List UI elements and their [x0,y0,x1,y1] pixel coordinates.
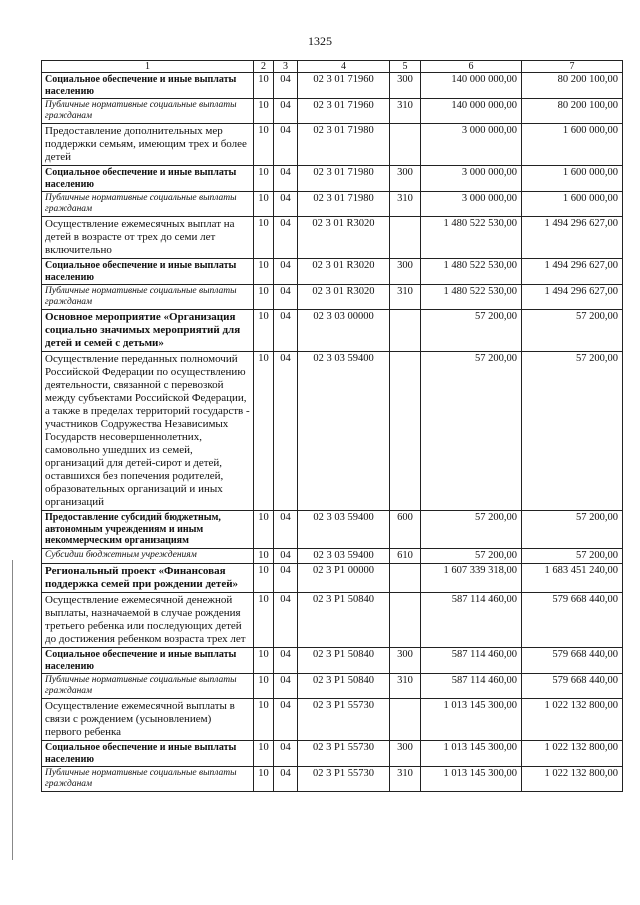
amount-year2-cell: 1 022 132 800,00 [522,741,623,767]
amount-year1-cell: 587 114 460,00 [421,593,522,648]
target-article-cell: 02 3 03 59400 [298,548,390,564]
amount-year2-cell: 1 494 296 627,00 [522,285,623,310]
expense-type-cell: 310 [390,767,421,792]
expense-type-cell: 610 [390,548,421,564]
section-code-cell: 10 [254,217,274,259]
subsection-code-cell: 04 [274,99,298,124]
table-row [42,310,623,352]
amount-year2-cell: 1 494 296 627,00 [522,217,623,259]
section-code-cell: 10 [254,310,274,352]
table-row [42,192,623,217]
subsection-code-cell: 04 [274,285,298,310]
subsection-code-cell: 04 [274,352,298,511]
subsection-code-cell: 04 [274,593,298,648]
target-article-cell: 02 3 01 R3020 [298,259,390,285]
amount-year2-cell: 579 668 440,00 [522,674,623,699]
amount-year2-cell: 1 600 000,00 [522,124,623,166]
table-row [42,767,623,792]
section-code-cell: 10 [254,564,274,593]
section-code-cell: 10 [254,99,274,124]
row-name-cell: Предоставление субсидий бюджетным, автономным учреждениям и иным некоммерческим организациям [42,511,254,549]
expense-type-cell [390,352,421,511]
amount-year1-cell: 57 200,00 [421,548,522,564]
expense-type-cell [390,217,421,259]
amount-year2-cell: 1 683 451 240,00 [522,564,623,593]
table-row [42,741,623,767]
expense-type-cell: 300 [390,741,421,767]
expense-type-cell: 310 [390,99,421,124]
amount-year2-cell: 1 600 000,00 [522,166,623,192]
amount-year2-cell: 57 200,00 [522,511,623,549]
target-article-cell: 02 3 P1 50840 [298,674,390,699]
expense-type-cell [390,124,421,166]
amount-year2-cell: 1 022 132 800,00 [522,699,623,741]
amount-year1-cell: 140 000 000,00 [421,99,522,124]
row-name-cell: Социальное обеспечение и иные выплаты населению [42,741,254,767]
expense-type-cell: 300 [390,648,421,674]
amount-year1-cell: 57 200,00 [421,511,522,549]
target-article-cell: 02 3 03 59400 [298,352,390,511]
amount-year2-cell: 1 600 000,00 [522,192,623,217]
section-code-cell: 10 [254,741,274,767]
subsection-code-cell: 04 [274,310,298,352]
row-name-cell: Региональный проект «Финансовая поддержка семей при рождении детей» [42,564,254,593]
table-row [42,166,623,192]
section-code-cell: 10 [254,192,274,217]
subsection-code-cell: 04 [274,166,298,192]
section-code-cell: 10 [254,73,274,99]
target-article-cell: 02 3 P1 55730 [298,767,390,792]
amount-year1-cell: 1 607 339 318,00 [421,564,522,593]
column-header: 4 [298,61,390,73]
expense-type-cell: 300 [390,166,421,192]
section-code-cell: 10 [254,767,274,792]
amount-year2-cell: 1 494 296 627,00 [522,259,623,285]
target-article-cell: 02 3 03 59400 [298,511,390,549]
budget-table [41,60,623,792]
table-row [42,352,623,511]
target-article-cell: 02 3 01 71960 [298,73,390,99]
target-article-cell: 02 3 P1 00000 [298,564,390,593]
table-row [42,593,623,648]
expense-type-cell: 300 [390,259,421,285]
target-article-cell: 02 3 01 71980 [298,124,390,166]
subsection-code-cell: 04 [274,564,298,593]
section-code-cell: 10 [254,124,274,166]
row-name-cell: Осуществление ежемесячной выплаты в связи с рождением (усыновлением) первого ребенка [42,699,254,741]
row-name-cell: Предоставление дополнительных мер поддержки семьям, имеющим трех и более детей [42,124,254,166]
expense-type-cell [390,310,421,352]
scan-margin-line [12,560,13,860]
amount-year1-cell: 587 114 460,00 [421,674,522,699]
column-header: 5 [390,61,421,73]
row-name-cell: Социальное обеспечение и иные выплаты населению [42,648,254,674]
table-row [42,548,623,564]
column-header: 6 [421,61,522,73]
row-name-cell: Публичные нормативные социальные выплаты гражданам [42,674,254,699]
expense-type-cell: 310 [390,192,421,217]
page-number: 1325 [308,34,332,48]
section-code-cell: 10 [254,593,274,648]
amount-year2-cell: 57 200,00 [522,352,623,511]
subsection-code-cell: 04 [274,511,298,549]
expense-type-cell: 600 [390,511,421,549]
amount-year1-cell: 1 480 522 530,00 [421,285,522,310]
expense-type-cell [390,564,421,593]
amount-year1-cell: 1 480 522 530,00 [421,259,522,285]
expense-type-cell [390,593,421,648]
table-row [42,511,623,549]
row-name-cell: Социальное обеспечение и иные выплаты населению [42,166,254,192]
table-row [42,648,623,674]
column-number-row [42,61,623,73]
table-row [42,699,623,741]
section-code-cell: 10 [254,166,274,192]
section-code-cell: 10 [254,285,274,310]
target-article-cell: 02 3 P1 50840 [298,593,390,648]
subsection-code-cell: 04 [274,699,298,741]
section-code-cell: 10 [254,674,274,699]
target-article-cell: 02 3 01 R3020 [298,285,390,310]
section-code-cell: 10 [254,511,274,549]
amount-year2-cell: 80 200 100,00 [522,73,623,99]
subsection-code-cell: 04 [274,124,298,166]
section-code-cell: 10 [254,352,274,511]
amount-year1-cell: 1 013 145 300,00 [421,741,522,767]
expense-type-cell: 310 [390,285,421,310]
section-code-cell: 10 [254,648,274,674]
amount-year1-cell: 3 000 000,00 [421,192,522,217]
table-row [42,99,623,124]
table-body [42,73,623,792]
target-article-cell: 02 3 03 00000 [298,310,390,352]
expense-type-cell: 310 [390,674,421,699]
column-header: 7 [522,61,623,73]
target-article-cell: 02 3 P1 55730 [298,699,390,741]
target-article-cell: 02 3 P1 50840 [298,648,390,674]
amount-year2-cell: 57 200,00 [522,310,623,352]
row-name-cell: Основное мероприятие «Организация социально значимых мероприятий для детей и семей с детьми» [42,310,254,352]
subsection-code-cell: 04 [274,648,298,674]
amount-year2-cell: 57 200,00 [522,548,623,564]
table-row [42,217,623,259]
row-name-cell: Публичные нормативные социальные выплаты гражданам [42,285,254,310]
target-article-cell: 02 3 P1 55730 [298,741,390,767]
subsection-code-cell: 04 [274,741,298,767]
section-code-cell: 10 [254,548,274,564]
column-header: 1 [42,61,254,73]
column-header: 2 [254,61,274,73]
subsection-code-cell: 04 [274,259,298,285]
target-article-cell: 02 3 01 R3020 [298,217,390,259]
subsection-code-cell: 04 [274,767,298,792]
table-row [42,73,623,99]
subsection-code-cell: 04 [274,192,298,217]
expense-type-cell: 300 [390,73,421,99]
subsection-code-cell: 04 [274,73,298,99]
amount-year1-cell: 57 200,00 [421,310,522,352]
amount-year1-cell: 1 480 522 530,00 [421,217,522,259]
target-article-cell: 02 3 01 71980 [298,166,390,192]
row-name-cell: Социальное обеспечение и иные выплаты населению [42,259,254,285]
amount-year1-cell: 3 000 000,00 [421,124,522,166]
amount-year2-cell: 1 022 132 800,00 [522,767,623,792]
row-name-cell: Осуществление переданных полномочий Российской Федерации по осуществлению деятельности, связанной с перевозкой между субъектами Российской Федерации, а также в пределах территорий государств - участников Содружества Независимых Государств несовершеннолетних, самовольно ушедших из семей, организаций для детей-сирот и детей, оставшихся без попечения родителей, образовательных организаций и иных организаций [42,352,254,511]
row-name-cell: Публичные нормативные социальные выплаты гражданам [42,99,254,124]
table-row [42,259,623,285]
amount-year1-cell: 57 200,00 [421,352,522,511]
row-name-cell: Осуществление ежемесячной денежной выплаты, назначаемой в случае рождения третьего ребенка или последующих детей до достижения ребенком возраста трех лет [42,593,254,648]
amount-year1-cell: 587 114 460,00 [421,648,522,674]
target-article-cell: 02 3 01 71980 [298,192,390,217]
amount-year1-cell: 140 000 000,00 [421,73,522,99]
amount-year1-cell: 1 013 145 300,00 [421,699,522,741]
row-name-cell: Социальное обеспечение и иные выплаты населению [42,73,254,99]
table-row [42,285,623,310]
row-name-cell: Субсидии бюджетным учреждениям [42,548,254,564]
section-code-cell: 10 [254,699,274,741]
row-name-cell: Публичные нормативные социальные выплаты гражданам [42,767,254,792]
target-article-cell: 02 3 01 71960 [298,99,390,124]
table-row [42,674,623,699]
table-row [42,124,623,166]
amount-year2-cell: 579 668 440,00 [522,648,623,674]
table-row [42,564,623,593]
section-code-cell: 10 [254,259,274,285]
amount-year1-cell: 3 000 000,00 [421,166,522,192]
amount-year2-cell: 579 668 440,00 [522,593,623,648]
subsection-code-cell: 04 [274,674,298,699]
expense-type-cell [390,699,421,741]
amount-year1-cell: 1 013 145 300,00 [421,767,522,792]
amount-year2-cell: 80 200 100,00 [522,99,623,124]
column-header: 3 [274,61,298,73]
subsection-code-cell: 04 [274,217,298,259]
row-name-cell: Осуществление ежемесячных выплат на детей в возрасте от трех до семи лет включительно [42,217,254,259]
subsection-code-cell: 04 [274,548,298,564]
row-name-cell: Публичные нормативные социальные выплаты гражданам [42,192,254,217]
